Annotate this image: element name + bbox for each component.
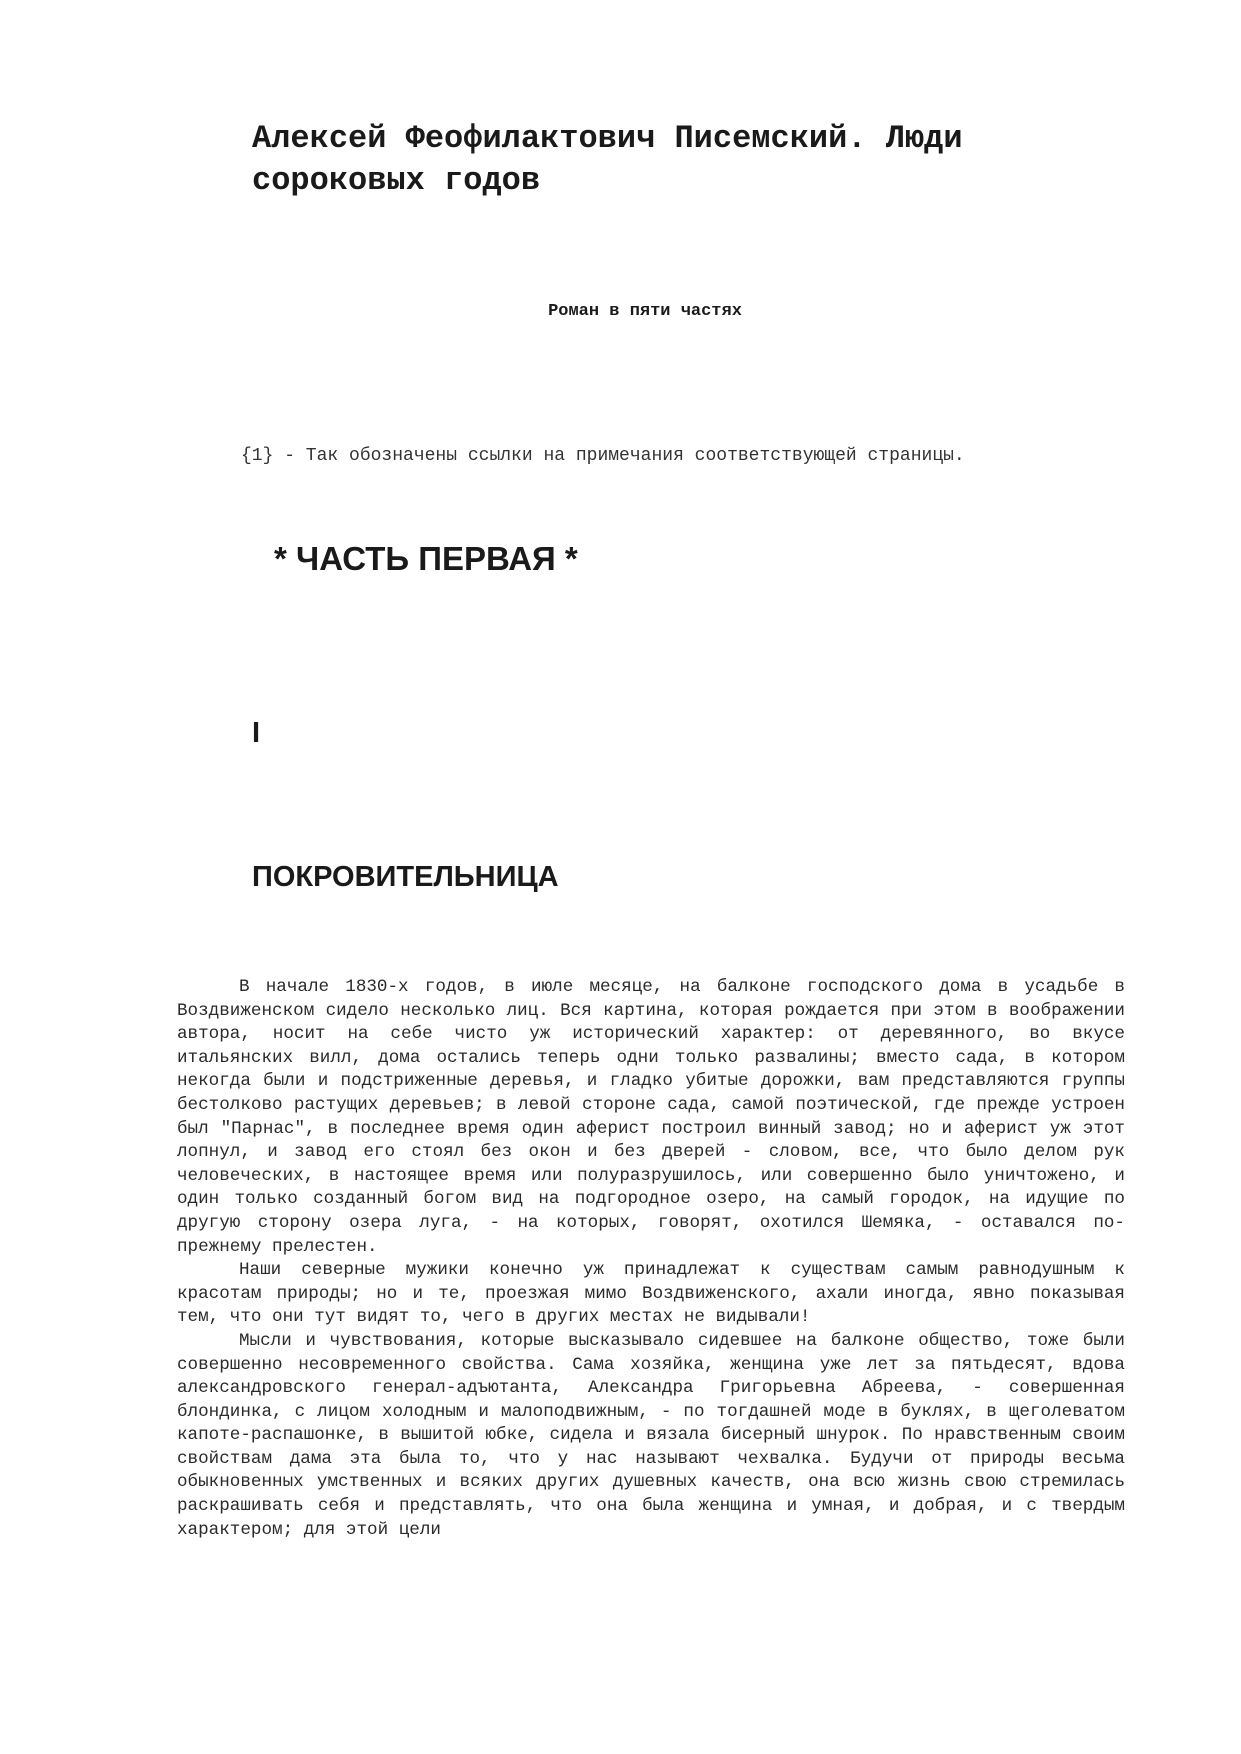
document-title: Алексей Феофилактович Писемский. Люди сороковых годов [252,120,963,199]
body-text [177,976,1125,1542]
part-heading: * ЧАСТЬ ПЕРВАЯ * [274,540,578,577]
paragraph: Мысли и чувствования, которые высказывало сидевшее на балконе общество, тоже были совершенно несовременного свойства. Сама хозяйка, женщина уже лет за пятьдесят, вдова александровского генерал-адъютанта, Александра Григорьевна Абреева, - совершенная блондинка, с лицом холодным и малоподвижным, - по тогдашней моде в буклях, в щеголеватом капоте-распашонке, в вышитой юбке, сидела и вязала бисерный шнурок. По нравственным своим свойствам дама эта была то, что у нас называют чехвалка. Будучи от природы весьма обыкновенных умственных и всяких других душевных качеств, она всю жизнь свою стремилась раскрашивать себя и представлять, что она была женщина и умная, и добрая, и с твердым характером; для этой цели [177,1330,1125,1540]
chapter-number: I [252,717,261,749]
paragraph: В начале 1830-х годов, в июле месяце, на балконе господского дома в усадьбе в Воздвиженском сидело несколько лиц. Вся картина, которая рождается при этом в воображении автора, носит на себе чисто уж исторический характер: от деревянного, во вкусе итальянских вилл, дома остались теперь одни только развалины; вместо сада, в котором некогда были и подстриженные деревья, и гладко убитые дорожки, вам представляются группы бестолково растущих деревьев; в левой стороне сада, самой поэтической, где прежде устроен был "Парнас", в последнее время один аферист построил винный завод; но и аферист уж этот лопнул, и завод его стоял без окон и без дверей - словом, все, что было делом рук человеческих, в настоящее время или полуразрушилось, или совершенно было уничтожено, и один только созданный богом вид на подгородное озеро, на самый городок, на идущие по другую сторону озера луга, - на которых, говорят, охотился Шемяка, - оставался по-прежнему прелестен. [177,977,1125,1257]
chapter-title: ПОКРОВИТЕЛЬНИЦА [252,861,559,893]
document-subtitle: Роман в пяти частях [548,302,742,321]
footnote-legend: {1} - Так обозначены ссылки на примечания соответствующей страницы. [241,446,965,466]
paragraph: Наши северные мужики конечно уж принадлежат к существам самым равнодушным к красотам природы; но и те, проезжая мимо Воздвиженского, ахали иногда, явно показывая тем, что они тут видят то, чего в других местах не видывали! [177,1260,1125,1328]
